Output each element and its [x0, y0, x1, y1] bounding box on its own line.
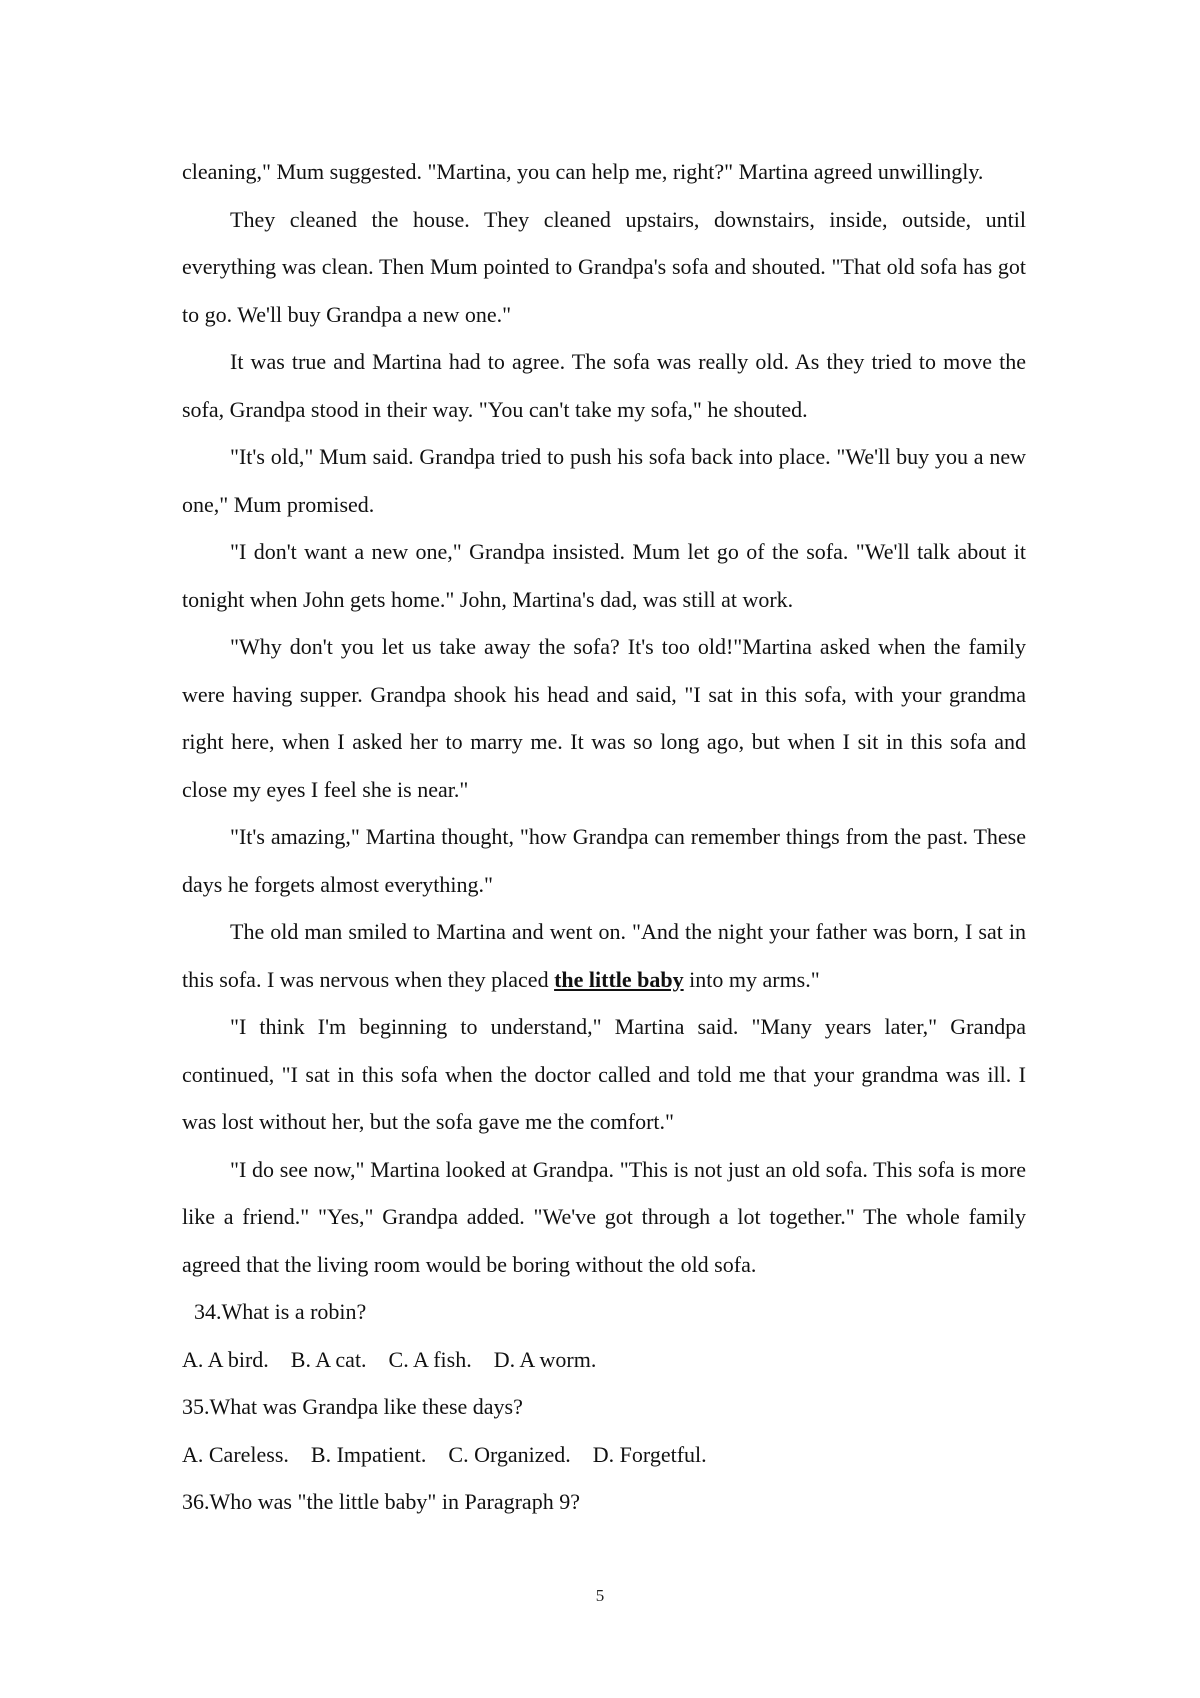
question-35-options: A. Careless. B. Impatient. C. Organized. D. Forgetful.: [182, 1441, 707, 1467]
question-34: 34.What is a robin?: [194, 1299, 367, 1324]
passage-paragraph-0: cleaning," Mum suggested. "Martina, you can help me, right?" Martina agreed unwillingly.: [182, 159, 984, 184]
passage-paragraph-8: "I think I'm beginning to understand," Martina said. "Many years later," Grandpa continued, "I sat in this sofa when the doctor called and told me that your grandma was ill. I was lost without her, but the sofa gave me the comfort.": [182, 1014, 1026, 1134]
document-page: [182, 148, 1026, 1526]
passage-paragraph-4: "I don't want a new one," Grandpa insisted. Mum let go of the sofa. "We'll talk about it tonight when John gets home." John, Martina's dad, was still at work.: [182, 539, 1026, 612]
paragraph-7-text-after: into my arms.": [683, 966, 820, 992]
question-36: 36.Who was "the little baby" in Paragraph 9?: [182, 1489, 580, 1514]
question-35: 35.What was Grandpa like these days?: [182, 1394, 523, 1419]
passage-paragraph-7: [182, 908, 1026, 1003]
underlined-phrase: the little baby: [554, 966, 684, 992]
passage-paragraph-5: "Why don't you let us take away the sofa? It's too old!"Martina asked when the family were having supper. Grandpa shook his head and said, "I sat in this sofa, with your grandma right here, when I asked her to marry me. It was so long ago, but when I sit in this sofa and close my eyes I feel she is near.": [182, 634, 1026, 802]
page-number: 5: [595, 1586, 605, 1605]
passage-paragraph-2: It was true and Martina had to agree. The sofa was really old. As they tried to move the sofa, Grandpa stood in their way. "You can't take my sofa," he shouted.: [182, 349, 1026, 422]
question-34-options: A. A bird. B. A cat. C. A fish. D. A worm.: [182, 1346, 597, 1372]
paragraph-7-text-before: The old man smiled to Martina and went on. "And the night your father was born, I sat in this sofa. I was nervous when they placed: [182, 919, 1026, 992]
passage-paragraph-1: They cleaned the house. They cleaned upstairs, downstairs, inside, outside, until everything was clean. Then Mum pointed to Grandpa's sofa and shouted. "That old sofa has got to go. We'll buy Grandpa a new one.": [182, 206, 1026, 327]
passage-paragraph-9: "I do see now," Martina looked at Grandpa. "This is not just an old sofa. This sofa is more like a friend." "Yes," Grandpa added. "We've got through a lot together." The whole family agreed that the living room would be boring without the old sofa.: [182, 1156, 1026, 1277]
passage-paragraph-6: "It's amazing," Martina thought, "how Grandpa can remember things from the past. These days he forgets almost everything.": [182, 824, 1026, 897]
passage-paragraph-3: "It's old," Mum said. Grandpa tried to push his sofa back into place. "We'll buy you a new one," Mum promised.: [182, 444, 1026, 517]
